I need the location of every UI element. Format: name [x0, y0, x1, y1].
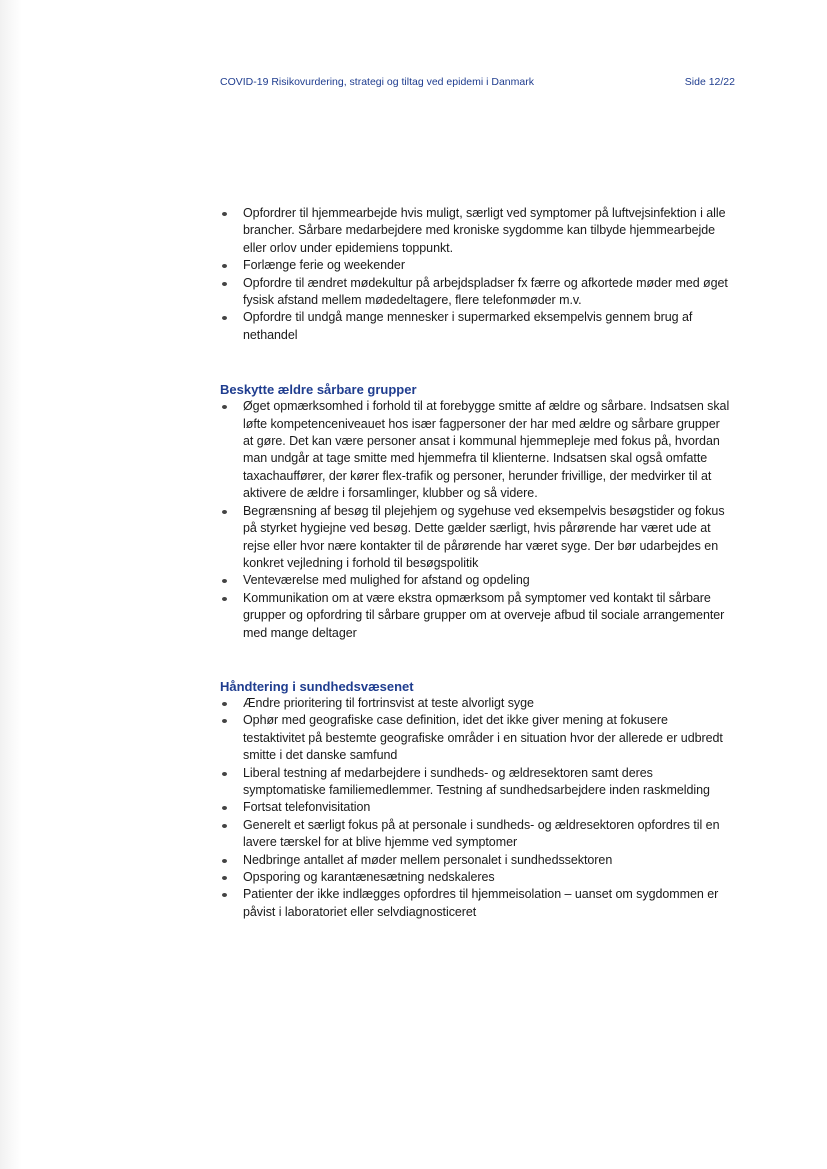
list-item: Begrænsning af besøg til plejehjem og sygehuse ved eksempelvis besøgstider og fokus på styrket hygiejne ved besøg. Dette gælder særligt, hvis pårørende har været ude at rejse eller hvor nære kontakter til de pårørende har været syge. Der bør udarbejdes en konkret vejledning i forhold til besøgspolitik	[220, 503, 730, 573]
list-item: Liberal testning af medarbejdere i sundheds- og ældresektoren samt deres symptomatiske familiemedlemmer. Testning af sundhedsarbejdere inden raskmelding	[220, 765, 730, 800]
bullet-icon	[222, 316, 227, 320]
bullet-icon	[222, 859, 227, 863]
list-item: Forlænge ferie og weekender	[220, 257, 730, 274]
bullet-icon	[222, 510, 227, 514]
bullet-icon	[222, 579, 227, 583]
bullet-icon	[222, 824, 227, 828]
list-item: Ændre prioritering til fortrinsvist at teste alvorligt syge	[220, 695, 730, 712]
document-title: COVID-19 Risikovurdering, strategi og tiltag ved epidemi i Danmark	[220, 76, 534, 88]
list-item: Nedbringe antallet af møder mellem personalet i sundhedssektoren	[220, 852, 730, 869]
bullet-icon	[222, 264, 227, 268]
bullet-icon	[222, 282, 227, 286]
page-number: Side 12/22	[684, 76, 735, 88]
list-item: Venteværelse med mulighed for afstand og opdeling	[220, 572, 730, 589]
bullet-icon	[222, 876, 227, 880]
bullet-icon	[222, 597, 227, 601]
list-item: Øget opmærksomhed i forhold til at forebygge smitte af ældre og sårbare. Indsatsen skal løfte kompetenceniveauet hos især fagpersoner der har med ældre og sårbare grupper at gøre. Det kan være personer ansat i kommunal hjemmepleje med fokus på, hvordan man undgår at tage smitte med hjemmefra til klienterne. Indsatsen skal også omfatte taxachauffører, der kører flex-trafik og personer, herunder frivillige, der medvirker til at aktivere de ældre i forsamlinger, klubber og så videre.	[220, 398, 730, 502]
list-item: Generelt et særligt fokus på at personale i sundheds- og ældresektoren opfordres til en lavere tærskel for at blive hjemme ved symptomer	[220, 817, 730, 852]
bullet-icon	[222, 405, 227, 409]
section-heading-healthcare: Håndtering i sundhedsvæsenet	[220, 678, 414, 694]
document-body	[220, 205, 730, 921]
bullet-icon	[222, 719, 227, 723]
list-item: Opfordrer til hjemmearbejde hvis muligt, særligt ved symptomer på luftvejsinfektion i alle brancher. Sårbare medarbejdere med kroniske sygdomme kan tilbyde hjemmearbejde eller orlov under epidemiens toppunkt.	[220, 205, 730, 257]
bullet-icon	[222, 212, 227, 216]
list-item: Opfordre til ændret mødekultur på arbejdspladser fx færre og afkortede møder med øget fysisk afstand mellem mødedeltagere, flere telefonmøder m.v.	[220, 275, 730, 310]
bullet-icon	[222, 772, 227, 776]
list-item: Patienter der ikke indlægges opfordres til hjemmeisolation – uanset om sygdommen er påvist i laboratoriet eller selvdiagnosticeret	[220, 886, 730, 921]
list-item: Fortsat telefonvisitation	[220, 799, 730, 816]
bullet-icon	[222, 806, 227, 810]
list-item: Opsporing og karantænesætning nedskaleres	[220, 869, 730, 886]
list-item: Kommunikation om at være ekstra opmærksom på symptomer ved kontakt til sårbare grupper og opfordring til sårbare grupper om at overveje afbud til sociale arrangementer med mange deltager	[220, 590, 730, 642]
page-edge-shadow	[0, 0, 22, 1169]
healthcare-bullet-list	[220, 695, 730, 921]
bullet-icon	[222, 702, 227, 706]
elderly-bullet-list	[220, 398, 730, 642]
section-heading-elderly: Beskytte ældre sårbare grupper	[220, 382, 417, 398]
list-item: Opfordre til undgå mange mennesker i supermarked eksempelvis gennem brug af nethandel	[220, 309, 730, 344]
list-item: Ophør med geografiske case definition, idet det ikke giver mening at fokusere testaktivitet på bestemte geografiske områder i en situation hvor der allerede er udbredt smitte i det danske samfund	[220, 712, 730, 764]
intro-bullet-list	[220, 205, 730, 344]
bullet-icon	[222, 893, 227, 897]
